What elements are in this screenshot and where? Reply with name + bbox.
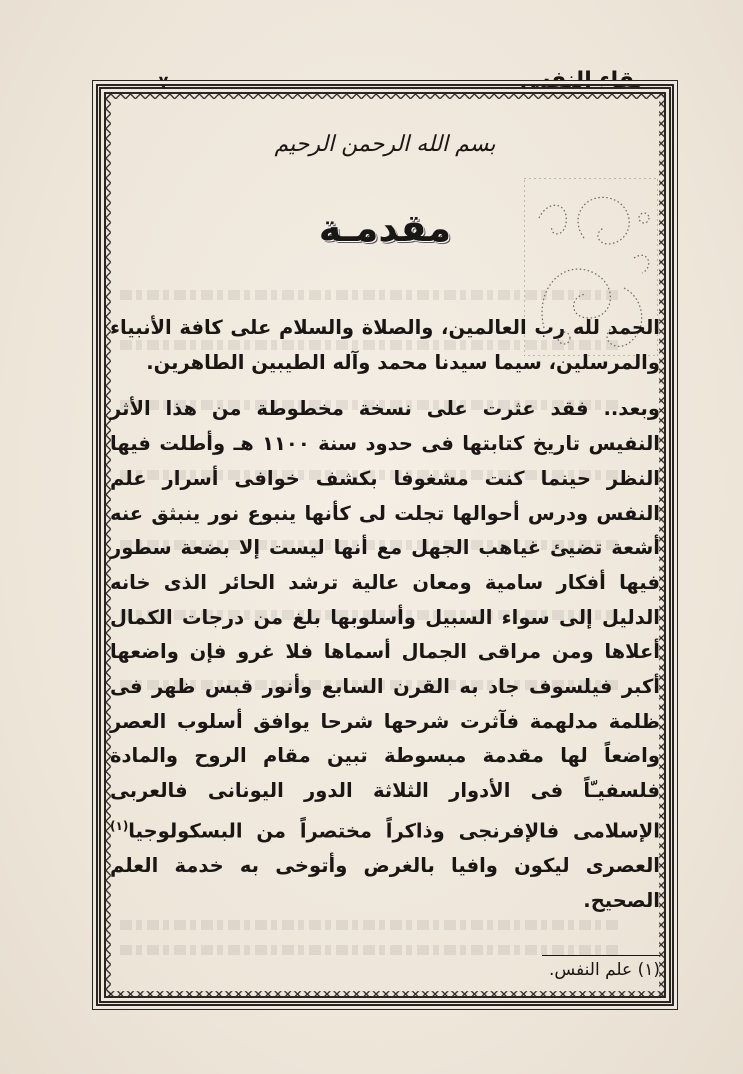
footnote: (١) علم النفس. xyxy=(548,960,660,980)
paragraph: الحمد لله رب العالمين، والصلاة والسلام على كافة الأنبياء والمرسلين، سيما سيدنا محمد وآله الطيبين الطاهرين. xyxy=(110,316,660,374)
paragraph-text: العصرى ليكون وافيا بالغرض وأتوخى به خدمة العلم الصحيح. xyxy=(110,854,660,912)
body-text xyxy=(110,311,660,918)
page-content xyxy=(110,98,660,993)
paragraph xyxy=(110,392,660,918)
footnote-divider xyxy=(542,955,660,956)
footnote-marker: (١) xyxy=(110,818,129,833)
running-title: بقاء النفس xyxy=(520,68,643,93)
section-title: مقدمـة xyxy=(318,206,452,250)
page-number: -٧- xyxy=(152,72,176,91)
paragraph-text: وبعد.. فقد عثرت على نسخة مخطوطة من هذا الأثر النفيس تاريخ كتابتها فى حدود سنة ١١٠٠ هـ وأطلت فيها النظر حينما كنت مشغوفا بكشف خوافى أسرار علم النفس ودرس أحوالها تجلت لى كأنها ينبوع نور ينبثق عنه أشعة تضيئ غياهب الجهل مع أنها ليست إلا بضعة سطور فيها أفكار سامية ومعان عالية ترشد الحائر الذى خانه الدليل إلى سواء السبيل وأسلوبها بلغ من درجات الكمال أعلاها ومن مراقى الجمال أسماها فلا غرو فإن واضعها أكبر فيلسوف جاد به القرن السابع وأنور قبس ظهر فى ظلمة مدلهمة فآثرت شرحها شرحا يوافق أسلوب العصر واضعاً لها مقدمة مبسوطة تبين مقام الروح والمادة فلسفيـّاً فى الأدوار الثلاثة الدور اليونانى فالعربى الإسلامى فالإفرنجى وذاكراً مختصراً من البسكولوجيا xyxy=(110,397,660,843)
basmala-calligraphy: بسم الله الرحمن الرحيم xyxy=(274,132,496,157)
